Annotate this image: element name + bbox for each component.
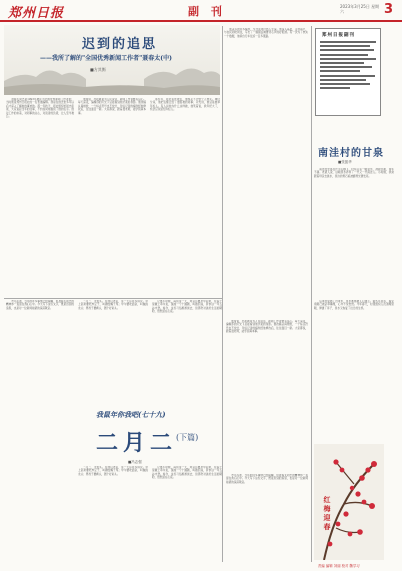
article-column — [78, 98, 146, 298]
article-paragraph: 聂春太同志是1993年被评为全国优秀新闻工作者的，当时他是郑州日报社的一名普通编辑。我是在他去世多年以后才深入了解他的事迹的。那一年秋天，报社组织老同志座谈，大家说起当年的往事，不约而同地提到了他的名字。他对工作的执着，对同事的关心，对读者的负责，让人至今难忘。 — [6, 98, 74, 119]
article-column — [78, 300, 148, 400]
column-divider — [311, 26, 312, 562]
article-column — [226, 474, 308, 562]
middle-article-title: 二月二 — [96, 430, 178, 456]
article-column — [152, 466, 222, 562]
article-subtitle: ——我所了解的"全国优秀新闻工作者"聂春太(中) — [40, 55, 172, 62]
middle-article-title-suffix: (下篇) — [176, 433, 199, 442]
article-paragraph: 他常说，办报就是为人民说话，新闻工作者要有良心。每天深夜，编辑部的灯光下总能看到他伏案的身影。他改稿认真细致，一个标点符号也不放过，年轻记者的稿件经他修改后，往往面目一新。大家都说，跟着聂老师，能学到真本事。 — [78, 98, 146, 115]
page-footer — [318, 563, 398, 569]
section-ad-box — [315, 28, 381, 116]
article-column — [224, 28, 308, 318]
issue-date: 2023年3月25日 星期六 — [340, 4, 380, 14]
article-column — [314, 168, 394, 298]
article-column — [226, 320, 308, 470]
article-paragraph: 他常说，办报就是为人民说话，新闻工作者要有良心。每天深夜，编辑部的灯光下总能看到他伏案的身影。他改稿认真细致，一个标点符号也不放过，年轻记者的稿件经他修改后，往往面目一新。大家都说，跟着聂老师，能学到真本事。 — [226, 320, 308, 334]
article-paragraph: 后来村里通了自来水，泉水渐渐被人们遗忘。前些年回乡，看见泉眼已被杂草掩埋，心中不免怅然。今年春天，村里组织人员清理泉眼，修建了亭子，泉水又恢复了往日的生机。 — [314, 300, 394, 310]
series-title: 我鼠年你我吧(七十九) — [96, 410, 166, 419]
section-title: 副 刊 — [188, 5, 226, 18]
column-divider — [222, 26, 223, 562]
right-article-title: 南洼村的甘泉 — [318, 148, 384, 159]
article-paragraph: 他采写的许多稿件，至今读来仍感人至深。他深入基层，走村串户，与农民同吃同住，写出了一篇篇反映群众心声的好报道。有一次为了核实一个数据，他骑自行车往返一百多里路。 — [224, 28, 308, 38]
ad-title: 郑州日报副刊 — [322, 33, 355, 38]
painting-caption: 红梅迎春 — [323, 496, 332, 532]
article-paragraph: 南洼村坐落在伏牛山脚下，村东头有一眼泉水，清澈甘甜，常年不涸。老辈人说，这眼泉水养育了一代又一代南洼人。小时候，我常跟着母亲去挑水，泉边的青石板被磨得光滑发亮。 — [314, 168, 394, 178]
ad-text-lines — [320, 41, 378, 91]
page-number: 3 — [384, 2, 394, 17]
article-column — [150, 98, 220, 298]
article-paragraph: 二月二，龙抬头。在我们老家，这一天有许多讲究。早上起来要吃炒豆子，叫做咬蝎子尾；中午要吃面条，叫做挑龙头；男孩子要剃头，图个好彩头。 — [78, 466, 148, 476]
article-column — [152, 300, 222, 400]
page-header — [0, 0, 402, 22]
article-paragraph: 二月二，龙抬头。在我们老家，这一天有许多讲究。早上起来要吃炒豆子，叫做咬蝎子尾；中午要吃面条，叫做挑龙头；男孩子要剃头，图个好彩头。 — [78, 300, 148, 310]
article-title: 迟到的追思 — [82, 37, 158, 52]
masthead: 郑州日报 — [8, 6, 65, 21]
article-paragraph: 那些年，报社条件艰苦，他却从不计较个人得失。单位分房，他把名额让给了更困难的同事；评先进，他总是推举年轻人。有人问他为什么这样做，他笑着说，我年纪大了，机会应该留给年轻人。 — [150, 98, 220, 112]
article-banner — [4, 25, 220, 95]
article-column — [78, 466, 148, 562]
article-paragraph: 记得小时候，每到这一天，母亲总要早早起来，在院子里撒上草木灰，围成一个个圆圈，叫做打囤，祈求这一年五谷丰登。如今，这些习俗渐渐淡去，但那份对美好生活的期盼，依然留在心底。 — [152, 466, 222, 480]
article-paragraph: 岁月流逝，当年的许多事情已经模糊，但聂春太同志的精神却一直留在我们心中。今天写下这些文字，既是迟到的追思，也是对一位新闻前辈的深深敬意。 — [226, 474, 308, 484]
right-article-author: ■张振华 — [338, 160, 352, 164]
section-divider — [4, 298, 222, 299]
article-column — [314, 300, 394, 438]
editor-credits: 责编 编辑 刘丽 校对 魏学习 — [318, 564, 360, 568]
article-column — [6, 300, 74, 562]
middle-article-author: ■冯志强 — [128, 460, 142, 464]
article-paragraph: 岁月流逝，当年的许多事情已经模糊，但聂春太同志的精神却一直留在我们心中。今天写下这些文字，既是迟到的追思，也是对一位新闻前辈的深深敬意。 — [6, 300, 74, 310]
article-paragraph: 记得小时候，每到这一天，母亲总要早早起来，在院子里撒上草木灰，围成一个个圆圈，叫做打囤，祈求这一年五谷丰登。如今，这些习俗渐渐淡去，但那份对美好生活的期盼，依然留在心底。 — [152, 300, 222, 314]
article-author: ■方其衡 — [90, 67, 106, 72]
article-column — [6, 98, 74, 298]
